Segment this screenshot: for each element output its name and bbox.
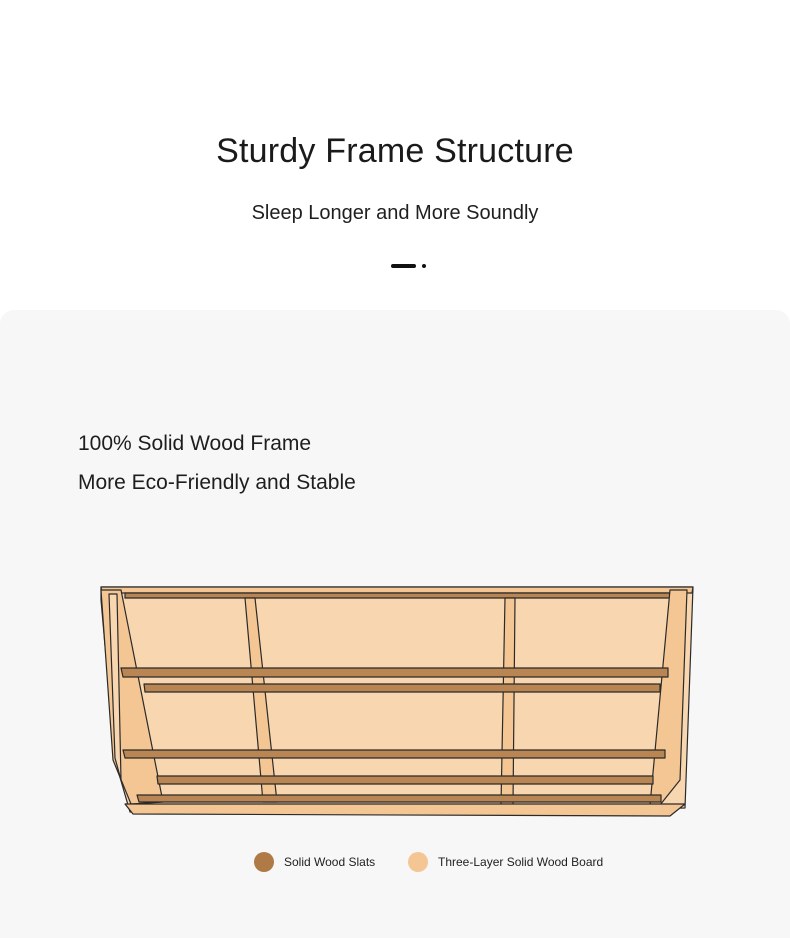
legend-label-board: Three-Layer Solid Wood Board — [438, 855, 604, 869]
board-swatch-icon — [408, 852, 428, 872]
material-legend — [0, 852, 790, 876]
legend-item-board — [408, 852, 603, 872]
slats-swatch-icon — [254, 852, 274, 872]
feature-eco-friendly: More Eco-Friendly and Stable — [78, 471, 356, 494]
section-header — [0, 0, 790, 310]
carousel-indicator[interactable] — [391, 264, 427, 268]
carousel-indicator-dot[interactable] — [422, 264, 426, 268]
feature-panel — [0, 310, 790, 938]
legend-label-slats: Solid Wood Slats — [284, 855, 376, 869]
page-subtitle: Sleep Longer and More Soundly — [251, 202, 539, 224]
carousel-indicator-active[interactable] — [391, 264, 416, 268]
bed-frame-icon — [95, 580, 700, 820]
legend-item-slats — [254, 852, 375, 872]
page-title: Sturdy Frame Structure — [216, 132, 574, 170]
feature-solid-wood: 100% Solid Wood Frame — [78, 432, 312, 455]
